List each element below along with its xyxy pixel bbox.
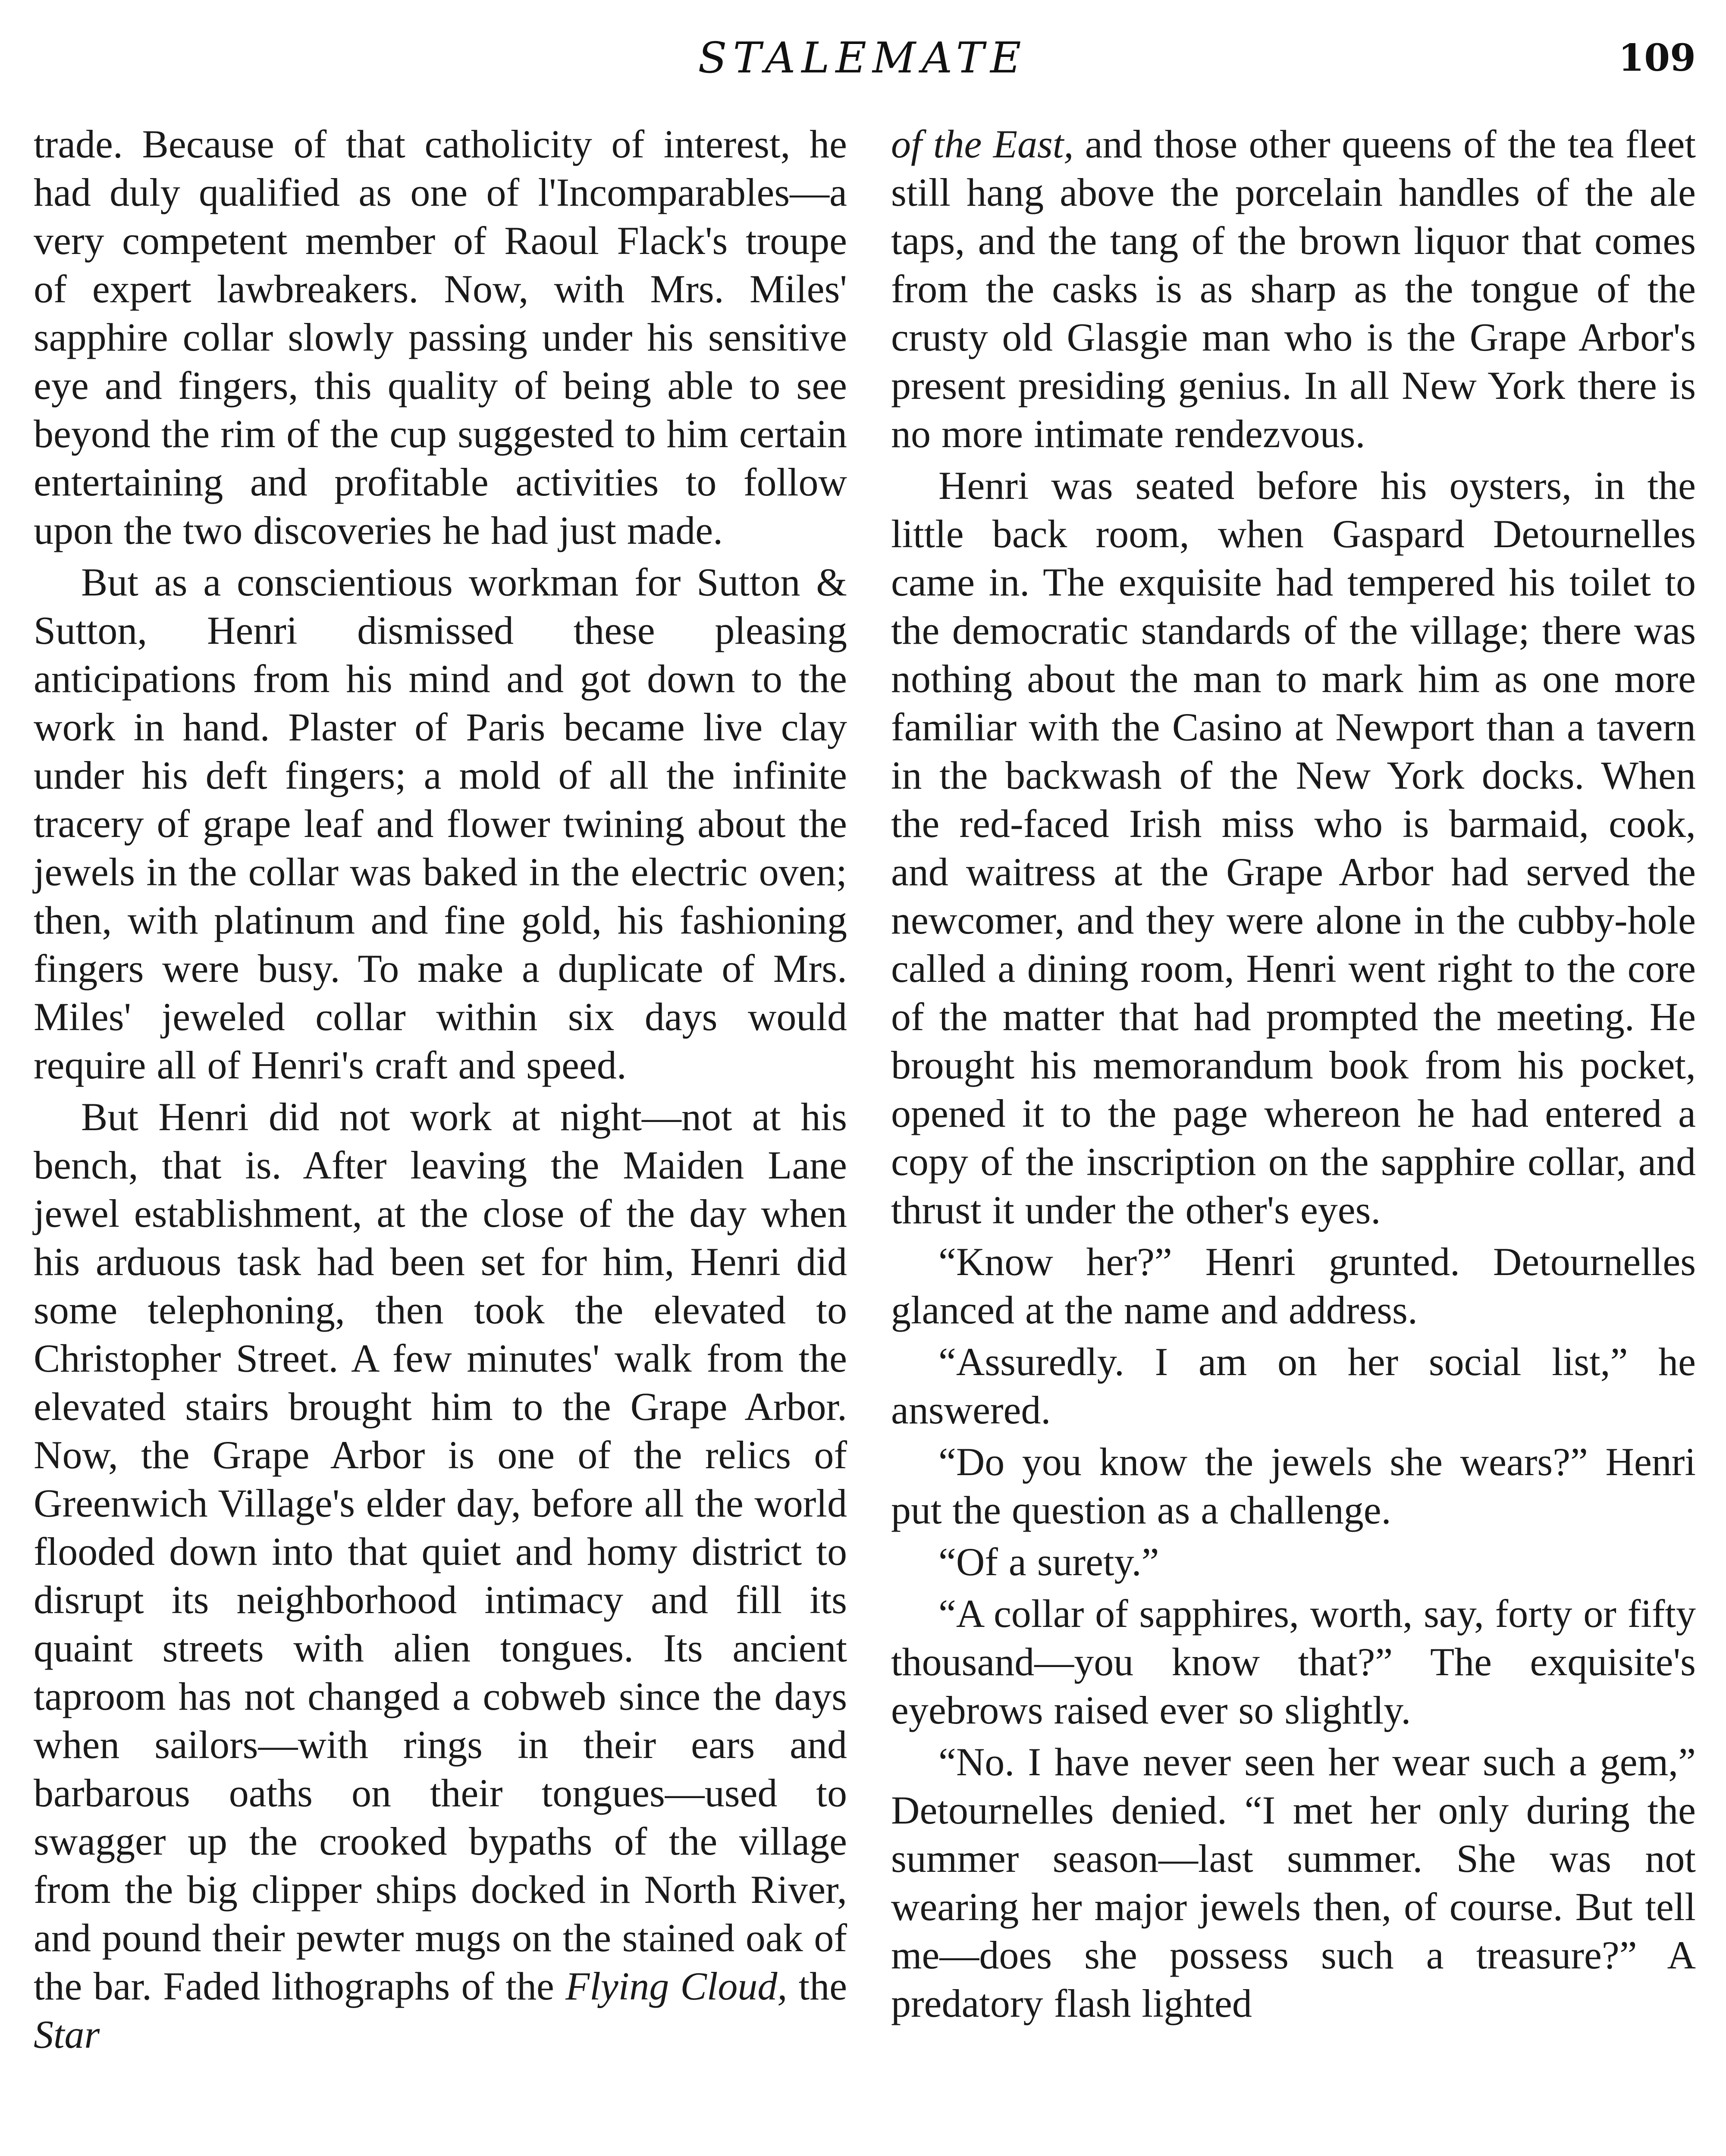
- page-number: 109: [1618, 36, 1696, 80]
- paragraph-text: But Henri did not work at night—not at his bench, that is. After leaving the Maiden Lane jewel establishment, at the close of the day when his arduous task had been set for him, Henri did some telephoning, then took the elevated to Christopher Street. A few minutes' walk from the elevated stairs brought him to the Grape Arbor. Now, the Grape Arbor is one of the relics of Greenwich Village's elder day, before all the world flooded down into that quiet and homy district to disrupt its neighborhood intimacy and fill its quaint streets with alien tongues. Its ancient taproom has not changed a cobweb since the days when sailors—with rings in their ears and barbarous oaths on their tongues—used to swagger up the crooked bypaths of the village from the big clipper ships docked in North River, and pound their pewter mugs on the stained oak of the bar. Faded lithographs of the: [34, 1095, 847, 2008]
- paragraph: But as a conscientious workman for Sutton & Sutton, Henri dismissed these pleasing anticipations from his mind and got down to the work in hand. Plaster of Paris became live clay under his deft fingers; a mold of all the infinite tracery of grape leaf and flower twining about the jewels in the collar was baked in the electric oven; then, with platinum and fine gold, his fashioning fingers were busy. To make a duplicate of Mrs. Miles' jeweled collar within six days would require all of Henri's craft and speed.: [34, 560, 847, 1087]
- italic-ship-name: Star: [34, 2012, 100, 2056]
- dialogue-paragraph: “Know her?” Henri grunted. Detournelles glanced at the name and address.: [891, 1240, 1696, 1332]
- dialogue-paragraph: “No. I have never seen her wear such a gem,” Detournelles denied. “I met her only during the summer season—last summer. She was not wearing her major jewels then, of course. But tell me—does she possess such a treasure?” A predatory flash lighted: [891, 1740, 1696, 2025]
- paragraph-continued: [891, 120, 1696, 458]
- italic-ship-name: of the East,: [891, 122, 1074, 166]
- connector-text: the: [787, 1964, 847, 2008]
- dialogue-paragraph: “Of a surety.”: [938, 1540, 1159, 1584]
- paragraph-text: and those other queens of the tea fleet still hang above the porcelain handles of the ale taps, and the tang of the brown liquor that comes from the casks is as sharp as the tongue of the crusty old Glasgie man who is the Grape Arbor's present presiding genius. In all New York there is no more intimate rendezvous.: [891, 122, 1696, 456]
- paragraph-grape-arbor: [34, 1093, 847, 2059]
- left-text-column: [34, 120, 847, 2156]
- italic-ship-name: Flying Cloud,: [565, 1964, 788, 2008]
- running-title: STALEMATE: [698, 34, 1027, 83]
- dialogue-paragraph: “A collar of sapphires, worth, say, forty or fifty thousand—you know that?” The exquisite's eyebrows raised ever so slightly.: [891, 1592, 1696, 1732]
- paragraph-continued: trade. Because of that catholicity of interest, he had duly qualified as one of l'Incomparables—a very competent member of Raoul Flack's troupe of expert lawbreakers. Now, with Mrs. Miles' sapphire collar slowly passing under his sensitive eye and fingers, this quality of being able to see beyond the rim of the cup suggested to him certain entertaining and profitable activities to follow upon the two discoveries he had just made.: [34, 122, 847, 552]
- dialogue-paragraph: “Assuredly. I am on her social list,” he answered.: [891, 1340, 1696, 1432]
- right-text-column: [891, 120, 1696, 2156]
- paragraph: Henri was seated before his oysters, in the little back room, when Gaspard Detournelles came in. The exquisite had tempered his toilet to the democratic standards of the village; there was nothing about the man to mark him as one more familiar with the Casino at Newport than a tavern in the backwash of the New York docks. When the red-faced Irish miss who is barmaid, cook, and waitress at the Grape Arbor had served the newcomer, and they were alone in the cubby-hole called a dining room, Henri went right to the core of the matter that had prompted the meeting. He brought his memorandum book from his pocket, opened it to the page whereon he had entered a copy of the inscription on the sapphire collar, and thrust it under the other's eyes.: [891, 464, 1696, 1232]
- running-header: [0, 26, 1726, 91]
- dialogue-paragraph: “Do you know the jewels she wears?” Henri put the question as a challenge.: [891, 1440, 1696, 1532]
